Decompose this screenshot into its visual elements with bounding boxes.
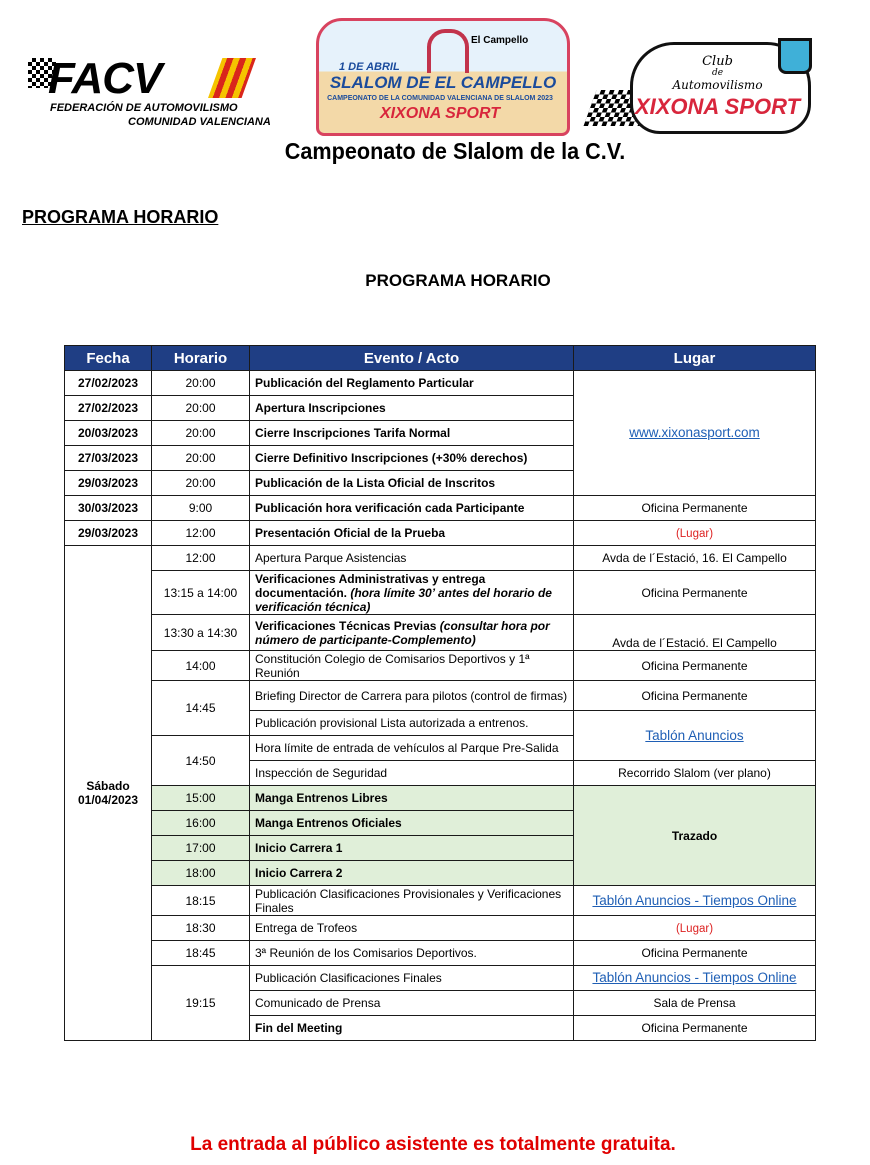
time-cell: 20:00 bbox=[152, 471, 250, 496]
time-cell: 14:50 bbox=[152, 736, 250, 786]
event-cell bbox=[250, 571, 574, 615]
event-cell: Publicación hora verificación cada Participante bbox=[250, 496, 574, 521]
event-cell: Publicación Clasificaciones Provisionales y Verificaciones Finales bbox=[250, 886, 574, 916]
table-row bbox=[65, 681, 816, 711]
event-cell: Cierre Definitivo Inscripciones (+30% derechos) bbox=[250, 446, 574, 471]
table-row bbox=[65, 571, 816, 615]
event-cell: 3ª Reunión de los Comisarios Deportivos. bbox=[250, 941, 574, 966]
facv-logo-line2: COMUNIDAD VALENCIANA bbox=[128, 116, 271, 128]
place-placeholder: (Lugar) bbox=[675, 922, 714, 935]
col-header-lugar: Lugar bbox=[574, 346, 816, 371]
slalom-logo-name: SLALOM DE EL CAMPELLO bbox=[329, 73, 557, 92]
event-cell: Inicio Carrera 2 bbox=[250, 861, 574, 886]
table-row bbox=[65, 916, 816, 941]
event-cell: Presentación Oficial de la Prueba bbox=[250, 521, 574, 546]
event-cell: Apertura Parque Asistencias bbox=[250, 546, 574, 571]
time-cell: 20:00 bbox=[152, 371, 250, 396]
time-cell: 20:00 bbox=[152, 396, 250, 421]
place-cell: Avda de l´Estació. El Campello bbox=[574, 615, 816, 651]
club-logo bbox=[590, 34, 812, 134]
time-cell: 18:00 bbox=[152, 861, 250, 886]
championship-title: Campeonato de Slalom de la C.V. bbox=[284, 138, 626, 164]
time-cell: 12:00 bbox=[152, 521, 250, 546]
date-cell: 27/03/2023 bbox=[65, 446, 152, 471]
time-cell: 17:00 bbox=[152, 836, 250, 861]
time-cell: 15:00 bbox=[152, 786, 250, 811]
date-cell: 27/02/2023 bbox=[65, 396, 152, 421]
table-heading: PROGRAMA HORARIO bbox=[365, 271, 551, 290]
date-cell: 30/03/2023 bbox=[65, 496, 152, 521]
event-cell: Publicación Clasificaciones Finales bbox=[250, 966, 574, 991]
section-heading: PROGRAMA HORARIO bbox=[22, 207, 219, 227]
place-cell: Trazado bbox=[574, 786, 816, 886]
event-cell: Constitución Colegio de Comisarios Deportivos y 1ª Reunión bbox=[250, 651, 574, 681]
date-cell: 29/03/2023 bbox=[65, 521, 152, 546]
slalom-logo-date: 1 DE ABRIL bbox=[339, 61, 400, 73]
place-cell bbox=[574, 521, 816, 546]
table-row bbox=[65, 941, 816, 966]
event-cell: Comunicado de Prensa bbox=[250, 991, 574, 1016]
slalom-logo bbox=[316, 18, 570, 136]
place-cell: Avda de l´Estació, 16. El Campello bbox=[574, 546, 816, 571]
event-cell: Manga Entrenos Libres bbox=[250, 786, 574, 811]
logos-bar bbox=[0, 14, 870, 139]
place-cell bbox=[574, 371, 816, 496]
club-logo-line1: Club bbox=[702, 54, 733, 69]
results-link[interactable]: Tablón Anuncios - Tiempos Online bbox=[592, 970, 797, 985]
table-row bbox=[65, 886, 816, 916]
event-cell: Apertura Inscripciones bbox=[250, 396, 574, 421]
place-cell: Oficina Permanente bbox=[574, 941, 816, 966]
event-cell: Publicación del Reglamento Particular bbox=[250, 371, 574, 396]
time-cell: 9:00 bbox=[152, 496, 250, 521]
time-cell: 13:15 a 14:00 bbox=[152, 571, 250, 615]
time-cell: 18:30 bbox=[152, 916, 250, 941]
event-cell: Publicación de la Lista Oficial de Inscritos bbox=[250, 471, 574, 496]
time-cell: 16:00 bbox=[152, 811, 250, 836]
slalom-logo-championship: CAMPEONATO DE LA COMUNIDAD VALENCIANA DE SLALOM 2023 bbox=[327, 95, 553, 102]
event-cell: Inspección de Seguridad bbox=[250, 761, 574, 786]
website-link[interactable]: www.xixonasport.com bbox=[629, 425, 760, 440]
event-cell: Entrega de Trofeos bbox=[250, 916, 574, 941]
place-cell bbox=[574, 886, 816, 916]
event-cell: Hora límite de entrada de vehículos al Parque Pre-Salida bbox=[250, 736, 574, 761]
date-cell: 29/03/2023 bbox=[65, 471, 152, 496]
day-date: 01/04/2023 bbox=[77, 793, 139, 807]
table-row bbox=[65, 966, 816, 991]
table-row bbox=[65, 615, 816, 651]
table-row bbox=[65, 521, 816, 546]
col-header-fecha: Fecha bbox=[65, 346, 152, 371]
date-cell: 27/02/2023 bbox=[65, 371, 152, 396]
table-row bbox=[65, 651, 816, 681]
time-cell: 19:15 bbox=[152, 966, 250, 1041]
event-note: (consultar hora por número de participante-Complemento) bbox=[255, 618, 550, 647]
time-cell: 13:30 a 14:30 bbox=[152, 615, 250, 651]
place-cell: Sala de Prensa bbox=[574, 991, 816, 1016]
time-cell: 20:00 bbox=[152, 421, 250, 446]
event-cell: Manga Entrenos Oficiales bbox=[250, 811, 574, 836]
club-logo-line3: Automovilismo bbox=[672, 78, 763, 92]
table-row bbox=[65, 496, 816, 521]
event-cell: Inicio Carrera 1 bbox=[250, 836, 574, 861]
place-placeholder: (Lugar) bbox=[675, 527, 714, 540]
facv-logo bbox=[28, 54, 271, 134]
place-cell: Oficina Permanente bbox=[574, 681, 816, 711]
place-cell: Oficina Permanente bbox=[574, 651, 816, 681]
event-cell bbox=[250, 615, 574, 651]
facv-logo-word: FACV bbox=[48, 54, 162, 103]
time-cell: 12:00 bbox=[152, 546, 250, 571]
place-cell: Oficina Permanente bbox=[574, 1016, 816, 1041]
date-cell-saturday bbox=[65, 546, 152, 1041]
time-cell: 14:45 bbox=[152, 681, 250, 736]
day-label: Sábado bbox=[86, 779, 130, 793]
slalom-logo-organizer: XIXONA SPORT bbox=[379, 105, 501, 122]
event-note: (hora límite 30’ antes del horario de verificación técnica) bbox=[255, 585, 552, 614]
place-cell: Recorrido Slalom (ver plano) bbox=[574, 761, 816, 786]
notice-board-link[interactable]: Tablón Anuncios bbox=[645, 727, 744, 743]
time-cell: 14:00 bbox=[152, 651, 250, 681]
event-cell: Publicación provisional Lista autorizada a entrenos. bbox=[250, 711, 574, 736]
event-cell: Cierre Inscripciones Tarifa Normal bbox=[250, 421, 574, 446]
slalom-logo-town: El Campello bbox=[471, 35, 529, 46]
event-text: Verificaciones Técnicas Previas bbox=[255, 618, 437, 633]
schedule-table bbox=[64, 345, 816, 1041]
place-cell: Oficina Permanente bbox=[574, 496, 816, 521]
col-header-evento: Evento / Acto bbox=[250, 346, 574, 371]
time-cell: 18:45 bbox=[152, 941, 250, 966]
event-text: Verificaciones Administrativas y entrega documentación. bbox=[255, 571, 486, 600]
arch-icon bbox=[427, 29, 469, 73]
date-cell: 20/03/2023 bbox=[65, 421, 152, 446]
footer-note: La entrada al público asistente es totalmente gratuita. bbox=[190, 1134, 676, 1155]
results-link[interactable]: Tablón Anuncios - Tiempos Online bbox=[592, 892, 797, 908]
place-cell bbox=[574, 711, 816, 761]
time-cell: 20:00 bbox=[152, 446, 250, 471]
time-cell: 18:15 bbox=[152, 886, 250, 916]
facv-logo-line1: FEDERACIÓN DE AUTOMOVILISMO bbox=[50, 102, 238, 114]
place-cell bbox=[574, 966, 816, 991]
table-row bbox=[65, 371, 816, 396]
table-row bbox=[65, 546, 816, 571]
event-cell: Briefing Director de Carrera para pilotos (control de firmas) bbox=[250, 681, 574, 711]
event-cell: Fin del Meeting bbox=[250, 1016, 574, 1041]
valencian-flag-icon bbox=[208, 58, 256, 98]
place-cell: Oficina Permanente bbox=[574, 571, 816, 615]
place-cell bbox=[574, 916, 816, 941]
club-logo-line2: de bbox=[711, 68, 724, 78]
table-row bbox=[65, 786, 816, 811]
col-header-horario: Horario bbox=[152, 346, 250, 371]
club-logo-line4: XIXONA SPORT bbox=[634, 94, 801, 119]
table-header-row bbox=[65, 346, 816, 371]
